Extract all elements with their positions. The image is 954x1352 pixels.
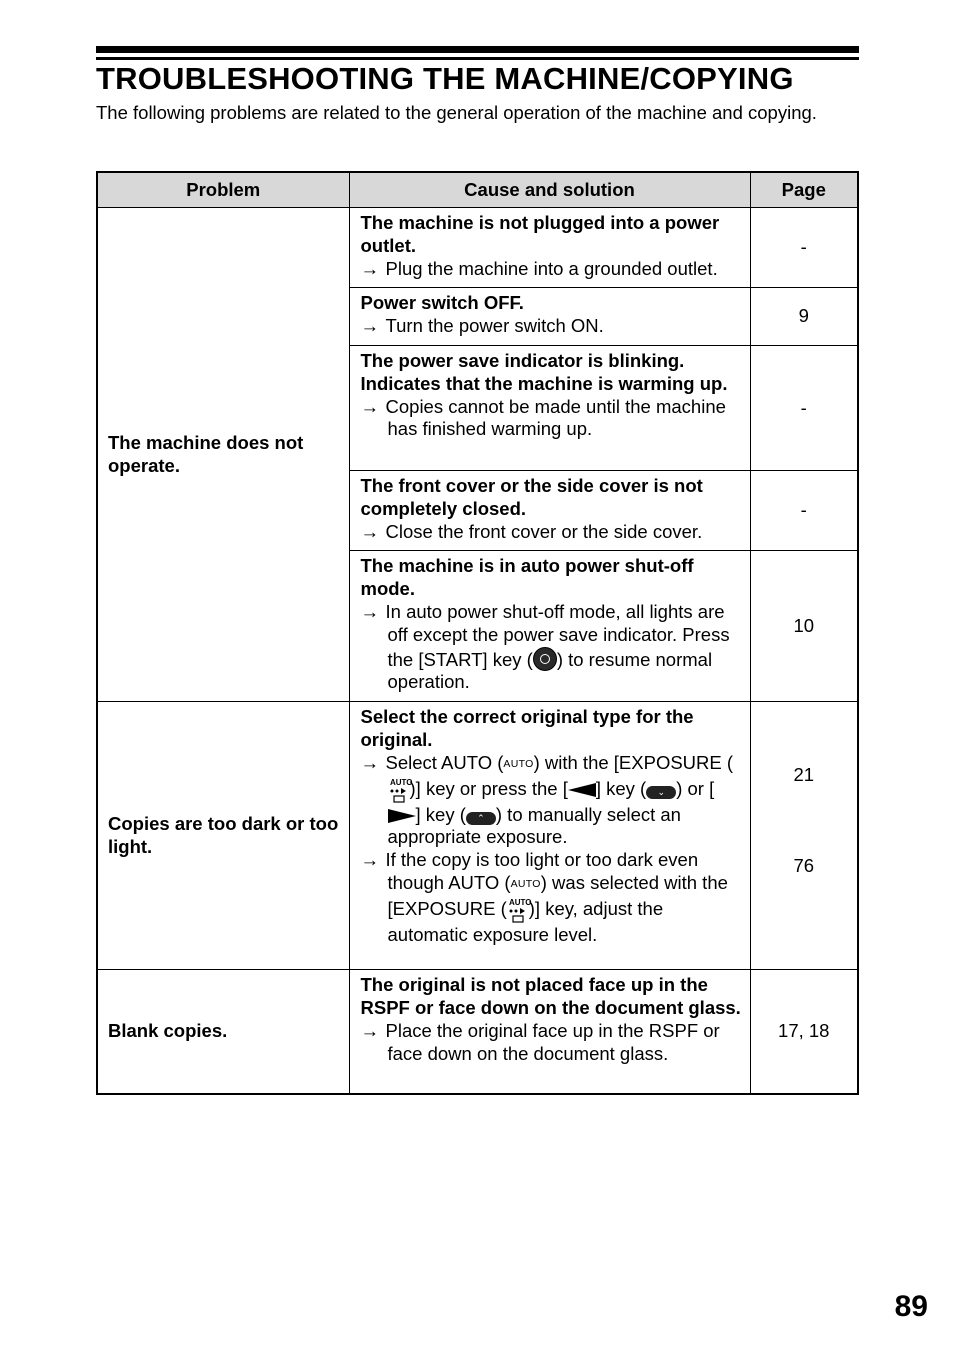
arrow-icon: → xyxy=(360,751,379,773)
intro-text: The following problems are related to the general operation of the machine and copying. xyxy=(96,102,817,123)
svg-text:AUTO: AUTO xyxy=(389,777,413,787)
table-row xyxy=(97,702,858,970)
cause-cell xyxy=(349,970,750,1094)
cause-heading: The power save indicator is blinking. Indicates that the machine is warming up. xyxy=(360,349,728,394)
auto-mode-icon: AUTO xyxy=(503,757,534,770)
exposure-key-icon xyxy=(507,896,532,924)
page-title: TROUBLESHOOTING THE MACHINE/COPYING xyxy=(96,61,794,96)
svg-text:AUTO: AUTO xyxy=(508,897,532,907)
solution-text: → Close the front cover or the side cover. xyxy=(360,520,703,542)
solution-text: → Plug the machine into a grounded outlet. xyxy=(360,257,718,279)
header-problem: Problem xyxy=(97,172,349,208)
right-arrow-key-icon xyxy=(388,809,416,823)
header-cause: Cause and solution xyxy=(349,172,750,208)
solution-text: → Place the original face up in the RSPF or face down on the document glass. xyxy=(360,1019,720,1064)
troubleshooting-table xyxy=(96,171,859,1095)
arrow-icon: → xyxy=(360,395,379,417)
title-rule-thin xyxy=(96,57,859,60)
solution-text: → If the copy is too light or too dark even though AUTO (AUTO) was selected with the [EXPOSURE ( AUTO )] key, adjust the automatic exposure level. xyxy=(360,849,728,945)
arrow-icon: → xyxy=(360,849,379,871)
page-cell: - xyxy=(750,208,858,288)
table-row xyxy=(97,208,858,288)
solution-text: → Select AUTO (AUTO) with the [EXPOSURE ( AUTO )] key or press the [ ] key ( ⌄ ) or [] key ( ⌃ ) to manually select an appropriate exposure. xyxy=(360,751,734,848)
page-ref: 21 xyxy=(793,764,815,786)
solution-text: → Copies cannot be made until the machine has finished warming up. xyxy=(360,395,726,440)
arrow-icon: → xyxy=(360,315,379,337)
arrow-icon: → xyxy=(360,1019,379,1041)
start-key-icon xyxy=(533,647,557,671)
page-ref: 76 xyxy=(793,854,815,876)
solution-text: → In auto power shut-off mode, all lights are off except the power save indicator. Press the [START] key ( ) to resume normal operation. xyxy=(360,600,730,693)
cause-heading: The machine is in auto power shut-off mode. xyxy=(360,555,694,600)
cause-cell xyxy=(349,208,750,288)
cause-heading: The machine is not plugged into a power outlet. xyxy=(360,212,720,256)
problem-cell: Copies are too dark or too light. xyxy=(97,702,349,970)
cause-cell xyxy=(349,551,750,702)
dark-key-icon: ⌃ xyxy=(466,812,496,825)
cause-heading: The original is not placed face up in the RSPF or face down on the document glass. xyxy=(360,974,741,1018)
page-cell: - xyxy=(750,345,858,470)
page-number: 89 xyxy=(894,1290,928,1323)
cause-cell xyxy=(349,470,750,550)
cause-cell xyxy=(349,345,750,470)
arrow-icon: → xyxy=(360,600,379,622)
cause-heading: Power switch OFF. xyxy=(360,292,524,314)
cause-cell xyxy=(349,702,750,970)
arrow-icon: → xyxy=(360,520,379,542)
left-arrow-key-icon xyxy=(568,783,596,797)
page-cell: - xyxy=(750,470,858,550)
problem-cell: Blank copies. xyxy=(97,970,349,1094)
table-row xyxy=(97,970,858,1094)
page-cell xyxy=(750,702,858,970)
page-cell: 10 xyxy=(750,551,858,702)
cause-cell xyxy=(349,288,750,346)
exposure-key-icon xyxy=(388,776,413,804)
auto-mode-icon: AUTO xyxy=(510,877,541,890)
light-key-icon: ⌄ xyxy=(646,786,676,799)
cause-heading: The front cover or the side cover is not completely closed. xyxy=(360,474,703,519)
table-header-row xyxy=(97,172,858,208)
solution-text: → Turn the power switch ON. xyxy=(360,315,604,337)
header-page: Page xyxy=(750,172,858,208)
page-cell: 17, 18 xyxy=(750,970,858,1094)
arrow-icon: → xyxy=(360,257,379,279)
title-rule-thick xyxy=(96,46,859,53)
page-cell: 9 xyxy=(750,288,858,346)
cause-heading: Select the correct original type for the original. xyxy=(360,706,694,750)
problem-cell: The machine does not operate. xyxy=(97,208,349,702)
